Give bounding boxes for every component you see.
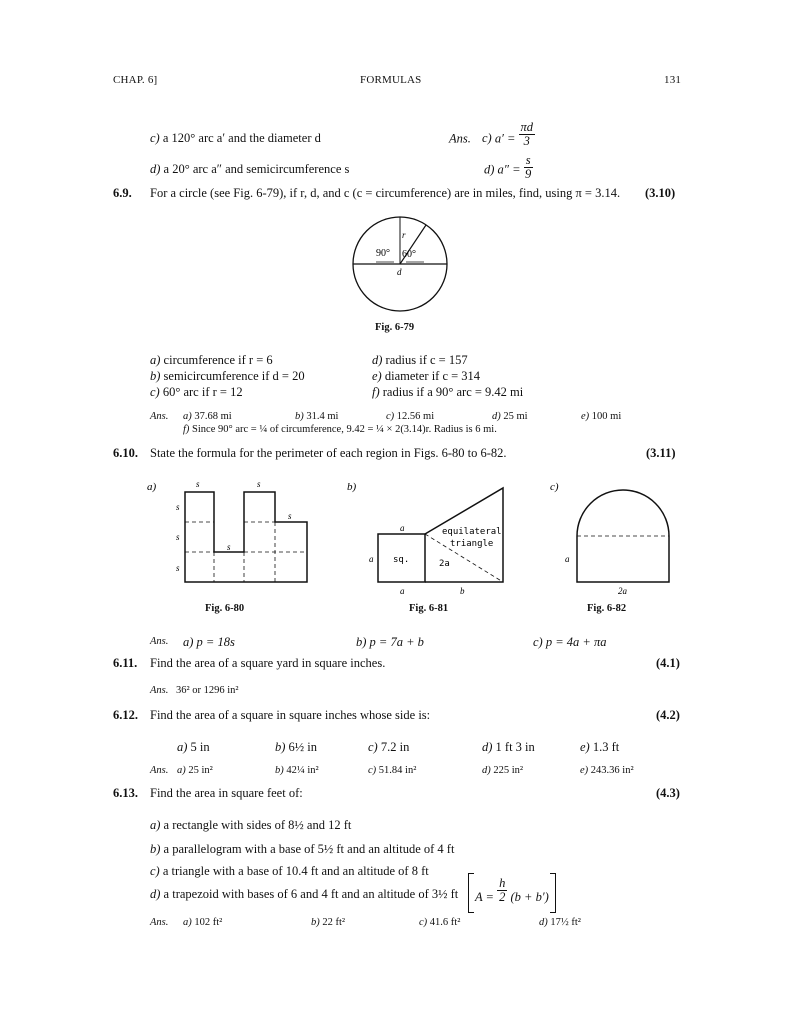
formula-lhs: A = bbox=[475, 890, 494, 905]
item-label: d) bbox=[150, 162, 161, 176]
fig-6-79-circle-diagram bbox=[350, 212, 450, 316]
side-label: s bbox=[288, 511, 292, 521]
diagonal-2a-label: 2a bbox=[439, 559, 450, 569]
ans-text: 25 in² bbox=[188, 765, 213, 776]
ans-text: 42¼ in² bbox=[286, 765, 319, 776]
p613-answer-b bbox=[311, 917, 345, 928]
ans-part: a) bbox=[183, 635, 194, 649]
part-label-c: c) bbox=[550, 481, 559, 493]
item-text: 1.3 ft bbox=[592, 740, 620, 754]
ans-part: c) bbox=[533, 635, 543, 649]
ans-text: 12.56 mi bbox=[396, 411, 435, 422]
p69-answer-c bbox=[386, 411, 434, 422]
p613-ref: (4.3) bbox=[656, 786, 680, 800]
p69-item-b bbox=[150, 369, 305, 384]
item-label: c) bbox=[368, 740, 378, 754]
p611-ref: (4.1) bbox=[656, 656, 680, 670]
sq-label: sq. bbox=[393, 555, 410, 565]
p69-item-d bbox=[372, 353, 468, 368]
item-label: b) bbox=[150, 842, 161, 856]
p610-text: State the formula for the perimeter of each region in Figs. 6-80 to 6-82. bbox=[150, 446, 507, 460]
ans-label: Ans. bbox=[449, 131, 471, 146]
square-left-label: a bbox=[369, 554, 374, 564]
p69-number: 6.9. bbox=[113, 186, 132, 200]
p68-answer-d bbox=[484, 153, 533, 181]
equilateral-label: equilateral bbox=[442, 527, 502, 537]
base-b-label: b bbox=[460, 586, 465, 596]
item-label: b) bbox=[275, 740, 286, 754]
p613-number: 6.13. bbox=[113, 786, 138, 800]
page-number: 131 bbox=[664, 74, 682, 86]
p613-text: Find the area in square feet of: bbox=[150, 786, 303, 800]
ans-lhs: a′ = bbox=[494, 131, 516, 146]
p69-item-e bbox=[372, 369, 480, 384]
angle-label-90: 90° bbox=[376, 248, 390, 259]
ans-part: e) bbox=[581, 411, 590, 422]
p69-answer-d bbox=[492, 411, 528, 422]
side-label: s bbox=[176, 532, 180, 542]
p68-item-c bbox=[150, 131, 321, 146]
ans-part: a) bbox=[183, 917, 192, 928]
ans-part: a) bbox=[177, 765, 186, 776]
radius-label: r bbox=[402, 230, 406, 240]
ans-part: f) bbox=[183, 424, 190, 435]
side-a-label: a bbox=[565, 554, 570, 564]
item-text: a triangle with a base of 10.4 ft and an altitude of 8 ft bbox=[162, 864, 429, 878]
p612-item-d bbox=[482, 740, 535, 755]
item-label: c) bbox=[150, 864, 160, 878]
ans-text: 100 mi bbox=[591, 411, 622, 422]
p612-answer-d bbox=[482, 765, 523, 776]
running-title: FORMULAS bbox=[360, 74, 422, 86]
ans-part: b) bbox=[356, 635, 367, 649]
item-text: a trapezoid with bases of 6 and 4 ft and an altitude of 3½ ft bbox=[163, 887, 459, 901]
fig-6-80-diagram bbox=[145, 478, 320, 598]
item-label: d) bbox=[482, 740, 493, 754]
ans-part: c) bbox=[419, 917, 428, 928]
item-label: b) bbox=[150, 369, 161, 383]
p69-item-f bbox=[372, 385, 523, 400]
ans-part: d) bbox=[482, 765, 491, 776]
frac-num: πd bbox=[520, 120, 534, 134]
side-label: s bbox=[196, 479, 200, 489]
p612-item-a bbox=[177, 740, 210, 755]
fig-6-79-caption: Fig. 6-79 bbox=[375, 322, 415, 333]
ans-text: 17½ ft² bbox=[550, 917, 581, 928]
p69-ans-label: Ans. bbox=[150, 411, 169, 422]
fig-6-80-caption: Fig. 6-80 bbox=[205, 603, 245, 614]
p69-answer-f bbox=[183, 424, 497, 435]
p612-number: 6.12. bbox=[113, 708, 138, 722]
trapezoid-formula bbox=[468, 873, 556, 913]
fig-6-82-caption: Fig. 6-82 bbox=[587, 603, 627, 614]
ans-part: c) bbox=[368, 765, 377, 776]
ans-part: b) bbox=[311, 917, 320, 928]
p611-text: Find the area of a square yard in square inches. bbox=[150, 656, 386, 670]
ans-fraction bbox=[524, 154, 533, 181]
p612-text: Find the area of a square in square inches whose side is: bbox=[150, 708, 431, 722]
ans-text: 31.4 mi bbox=[306, 411, 339, 422]
item-text: a parallelogram with a base of 5½ ft and an altitude of 4 ft bbox=[163, 842, 455, 856]
ans-part: b) bbox=[295, 411, 304, 422]
p69-text: For a circle (see Fig. 6-79), if r, d, and c (c = circumference) are in miles, find, using π = 3.14. bbox=[150, 186, 621, 200]
part-label-a: a) bbox=[147, 481, 157, 493]
item-label: a) bbox=[150, 353, 161, 367]
item-text: 1 ft 3 in bbox=[495, 740, 535, 754]
p610-ans-label: Ans. bbox=[150, 636, 169, 647]
ans-part: c) bbox=[386, 411, 395, 422]
ans-text: 102 ft² bbox=[194, 917, 223, 928]
part-label-b: b) bbox=[347, 481, 357, 493]
item-label: e) bbox=[372, 369, 382, 383]
item-text: circumference if r = 6 bbox=[163, 353, 273, 367]
ans-text: 225 in² bbox=[493, 765, 524, 776]
p610-answer-a bbox=[183, 635, 235, 650]
p612-ans-label: Ans. bbox=[150, 765, 169, 776]
item-text: a rectangle with sides of 8½ and 12 ft bbox=[163, 818, 352, 832]
angle-label-60: 60° bbox=[402, 249, 416, 260]
side-label: s bbox=[257, 479, 261, 489]
ans-text: 41.6 ft² bbox=[429, 917, 461, 928]
item-text: a 20° arc a″ and semicircumference s bbox=[163, 162, 350, 176]
p613-item-b bbox=[150, 842, 454, 857]
p69-answer-e bbox=[581, 411, 621, 422]
ans-part: d) bbox=[492, 411, 501, 422]
p613-ans-label: Ans. bbox=[150, 917, 169, 928]
p613-item-c bbox=[150, 864, 429, 879]
square-bottom-label: a bbox=[400, 586, 405, 596]
formula-rhs: (b + b′) bbox=[510, 890, 549, 905]
ans-fraction bbox=[519, 121, 536, 148]
p611-answer: 36² or 1296 in² bbox=[176, 685, 239, 696]
item-label: d) bbox=[150, 887, 161, 901]
p613-answer-d bbox=[539, 917, 581, 928]
item-text: a 120° arc a′ and the diameter d bbox=[162, 131, 321, 145]
item-label: c) bbox=[150, 131, 160, 145]
frac-den: 9 bbox=[525, 167, 532, 181]
item-label: a) bbox=[150, 818, 161, 832]
p69-answer-a bbox=[183, 411, 232, 422]
p612-answer-b bbox=[275, 765, 319, 776]
p612-answer-c bbox=[368, 765, 416, 776]
ans-part: e) bbox=[580, 765, 589, 776]
item-label: d) bbox=[372, 353, 383, 367]
p612-item-c bbox=[368, 740, 409, 755]
ans-part: b) bbox=[275, 765, 284, 776]
p610-answer-b bbox=[356, 635, 424, 650]
ans-lhs: a″ = bbox=[497, 162, 521, 177]
p612-item-e bbox=[580, 740, 619, 755]
p610-number: 6.10. bbox=[113, 446, 138, 460]
p612-answer-e bbox=[580, 765, 634, 776]
ans-text: 243.36 in² bbox=[590, 765, 634, 776]
frac-num: s bbox=[525, 153, 531, 167]
p613-answer-a bbox=[183, 917, 222, 928]
stepped-outline bbox=[185, 492, 307, 582]
frac-num: h bbox=[499, 876, 506, 890]
p613-item-a bbox=[150, 818, 351, 833]
frac-den: 3 bbox=[523, 134, 530, 148]
p611-number: 6.11. bbox=[113, 656, 138, 670]
item-text: semicircumference if d = 20 bbox=[163, 369, 305, 383]
side-label: s bbox=[227, 542, 231, 552]
item-text: 7.2 in bbox=[380, 740, 410, 754]
item-text: radius if c = 157 bbox=[385, 353, 468, 367]
item-text: radius if a 90° arc = 9.42 mi bbox=[382, 385, 524, 399]
p69-item-a bbox=[150, 353, 273, 368]
ans-text: p = 18s bbox=[196, 635, 235, 649]
p612-answer-a bbox=[177, 765, 213, 776]
formula-fraction bbox=[497, 877, 507, 904]
square-top-label: a bbox=[400, 523, 405, 533]
item-label: a) bbox=[177, 740, 188, 754]
triangle-label: triangle bbox=[450, 539, 494, 549]
ans-part: a) bbox=[183, 411, 192, 422]
frac-den: 2 bbox=[499, 890, 506, 904]
ans-text: 22 ft² bbox=[322, 917, 346, 928]
dashed-grid bbox=[185, 522, 307, 582]
item-label: f) bbox=[372, 385, 380, 399]
ans-text: 37.68 mi bbox=[194, 411, 232, 422]
ans-text: Since 90° arc = ¼ of circumference, 9.42 = ¼ × 2(3.14)r. Radius is 6 mi. bbox=[192, 424, 497, 435]
item-label: e) bbox=[580, 740, 590, 754]
base-2a-label: 2a bbox=[618, 586, 627, 596]
p613-item-d bbox=[150, 887, 458, 902]
ans-text: 51.84 in² bbox=[378, 765, 417, 776]
ans-part: c) bbox=[482, 131, 492, 146]
p613-answer-c bbox=[419, 917, 460, 928]
p610-ref: (3.11) bbox=[646, 446, 676, 460]
ans-text: 25 mi bbox=[503, 411, 528, 422]
fig-6-81-caption: Fig. 6-81 bbox=[409, 603, 449, 614]
item-text: 60° arc if r = 12 bbox=[162, 385, 243, 399]
fig-6-81-diagram bbox=[345, 478, 510, 598]
item-text: diameter if c = 314 bbox=[384, 369, 481, 383]
chapter-label: CHAP. 6] bbox=[113, 74, 158, 86]
p610-answer-c bbox=[533, 635, 606, 650]
ans-text: p = 7a + b bbox=[369, 635, 424, 649]
p69-item-c bbox=[150, 385, 243, 400]
fig-6-82-diagram bbox=[545, 478, 675, 598]
side-label: s bbox=[176, 502, 180, 512]
item-text: 6½ in bbox=[288, 740, 318, 754]
p611-ans-label: Ans. bbox=[150, 685, 169, 696]
p69-ref: (3.10) bbox=[645, 186, 676, 200]
p612-item-b bbox=[275, 740, 317, 755]
ans-part: d) bbox=[484, 162, 495, 177]
p612-ref: (4.2) bbox=[656, 708, 680, 722]
ans-part: d) bbox=[539, 917, 548, 928]
item-text: 5 in bbox=[190, 740, 210, 754]
ans-text: p = 4a + πa bbox=[545, 635, 607, 649]
diameter-label: d bbox=[397, 267, 402, 277]
item-label: c) bbox=[150, 385, 160, 399]
side-label: s bbox=[176, 563, 180, 573]
p68-item-d bbox=[150, 162, 349, 177]
p69-answer-b bbox=[295, 411, 338, 422]
